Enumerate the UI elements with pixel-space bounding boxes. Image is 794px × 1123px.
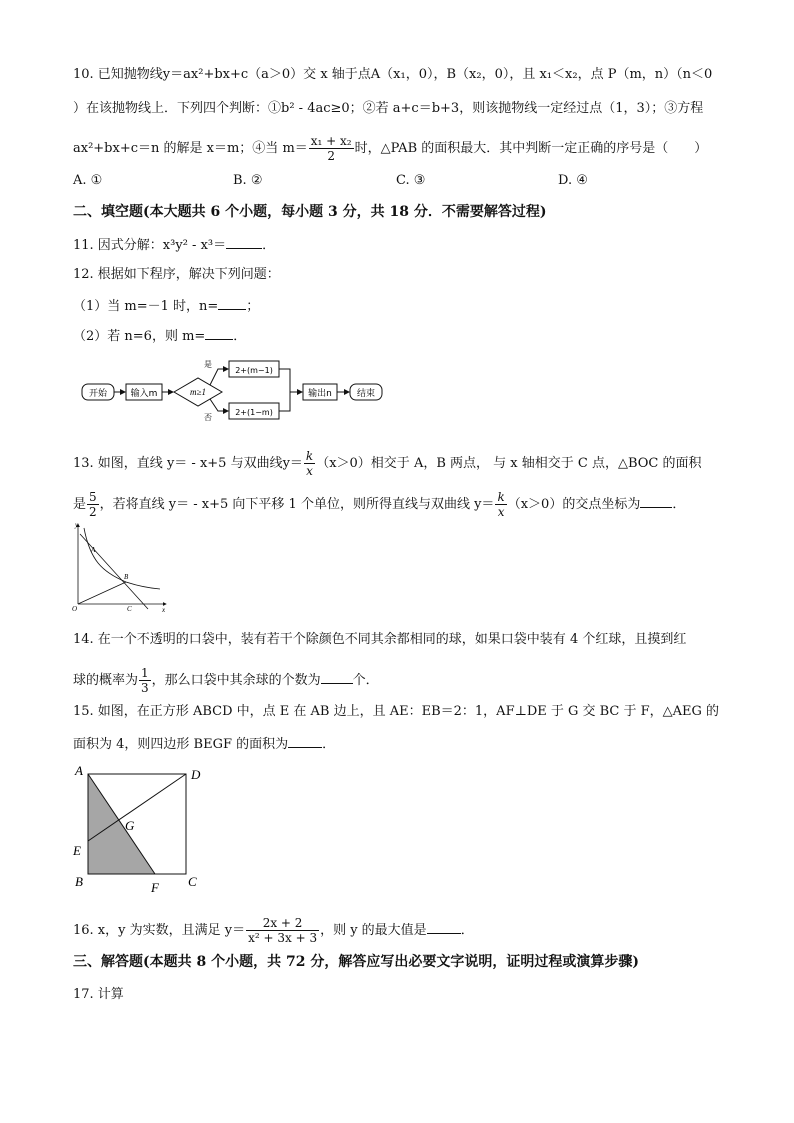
label-a: A [75,763,83,778]
flow-yes-label: 是 [204,360,212,369]
label-b: B [75,874,83,889]
flow-merge-line [279,369,290,411]
q13-graph [68,520,170,612]
q13-frac-2-num: 5 [89,490,97,504]
flow-end-label: 结束 [356,389,376,399]
q13-line-1-b: （x＞0）相交于 A，B 两点， 与 x 轴相交于 C 点，△BOC 的面积 [316,456,702,471]
q14-line-2-b: ，那么口袋中其余球的个数为 [151,673,321,688]
q16-text-a: 16. x，y 为实数，且满足 y＝ [73,923,246,938]
q10-line-3-a: ax²+bx+c＝n 的解是 x＝m；④当 m＝ [73,141,308,156]
q13-answer-blank [640,495,672,508]
q14-line-2-end: 个． [352,673,379,688]
flow-no-box-label: 2+(1−m) [235,408,273,417]
q16-fraction [246,916,319,945]
q14-line-2-a: 球的概率为 [73,673,139,688]
q16-end: ． [460,923,474,938]
q13-line-2-b: ，若将直线 y＝ - x+5 向下平移 1 个单位，则所得直线与双曲线 y＝ [99,497,495,512]
q13-line-1 [73,449,701,478]
q11-text: 11. 因式分解：x³y² - x³＝ [73,238,227,253]
graph-label-x: x [162,606,166,612]
q12-flowchart [78,356,388,422]
graph-label-b: B [124,573,129,581]
q11 [73,236,275,255]
flow-no-arrow [210,399,228,411]
q12-sub-1-blank [218,297,246,310]
q10-line-1: 10. 已知抛物线y＝ax²+bx+c（a＞0）交 x 轴于点A（x₁，0），B（x₂，0），且 x₁＜x₂，点 P（m，n）（n＜0 [73,67,713,82]
q13-line-2-a: 是 [73,497,87,512]
flow-yes-arrow [210,369,228,385]
flow-condition-label: m≥1 [190,387,206,397]
q12-sub-1-text: （1）当 m=－1 时，n= [73,299,219,314]
flow-start-label: 开始 [88,389,108,399]
q13-frac-1-den: x [306,464,313,478]
q10-frac-den: 2 [327,149,336,163]
q13-line-2-c: （x＞0）的交点坐标为 [507,497,641,512]
q15-square-figure [70,762,210,896]
q13-frac-2-den: 2 [89,505,97,519]
q16 [73,916,474,945]
q13-frac-1-num: k [305,449,314,463]
q11-answer-blank [226,236,262,249]
q17-text: 17. 计算 [73,987,124,1002]
graph-segment-ob [78,582,126,604]
q13-frac-2 [87,490,99,519]
flow-output-label: 输出n [308,389,332,399]
q15-line-2-text: 面积为 4，则四边形 BEGF 的面积为 [73,737,289,752]
q14-fraction [139,666,151,695]
q13-frac-3 [495,490,506,519]
label-c: C [188,874,197,889]
q16-answer-blank [427,921,461,934]
q13-frac-3-den: x [497,505,505,519]
graph-hyperbola [84,528,160,589]
q10-option-a: A. ① [73,173,103,188]
q15-line-2 [73,735,335,754]
q10-option-c: C. ③ [396,173,426,188]
q10-frac-num: x₁ + x₂ [310,134,352,148]
q14-line-1: 14. 在一个不透明的口袋中，装有若干个除颜色不同其余都相同的球，如果口袋中装有 4 个红球，且摸到红 [73,632,687,647]
q14-frac-num: 1 [141,666,149,680]
q16-frac-den: x² + 3x + 3 [248,931,318,945]
flow-no-label: 否 [204,413,212,422]
q13-frac-3-num: k [497,490,505,504]
section-2-title: 二、填空题(本大题共 6 个小题，每小题 3 分，共 18 分．不需要解答过程) [73,204,547,220]
q10-line-2: ）在该抛物线上．下列四个判断：①b² - 4ac≥0；②若 a+c＝b+3，则该抛物线一定经过点（1，3）；③方程 [73,101,704,116]
graph-label-a: A [91,546,96,554]
label-g: G [125,818,135,833]
q12-sub-2-end: ． [233,329,247,344]
q14-line-2 [73,666,379,695]
q10-option-d: D. ④ [558,173,588,188]
graph-label-c: C [127,605,132,612]
q16-frac-num: 2x + 2 [246,916,319,931]
q12-sub-1-end: ； [246,299,260,314]
q12-sub-2-text: （2）若 n=6，则 m= [73,329,206,344]
q10-fraction [309,134,354,163]
q12-sub-2-blank [205,327,233,340]
q15-line-2-end: ． [322,737,336,752]
q10-line-3 [73,134,707,163]
q11-end: ． [262,238,276,253]
q10-option-b: B. ② [233,173,263,188]
label-f: F [151,880,159,895]
graph-label-y: y [75,521,79,529]
label-d: D [191,767,201,782]
flow-input-label: 输入m [130,389,158,399]
q13-frac-1 [304,449,315,478]
q15-answer-blank [288,735,322,748]
q12-text: 12. 根据如下程序，解决下列问题： [73,267,280,282]
q16-text-b: ，则 y 的最大值是 [320,923,427,938]
q12-sub-1 [73,297,259,316]
q13-line-2 [73,490,685,519]
section-3-title: 三、解答题(本题共 8 个小题，共 72 分，解答应写出必要文字说明，证明过程或演算步骤) [73,954,639,970]
q10-line-3-b: 时，△PAB 的面积最大．其中判断一定正确的序号是（ ） [354,141,708,156]
q13-line-2-end: ． [672,497,686,512]
graph-label-o: O [72,605,78,612]
q15-line-1: 15. 如图，在正方形 ABCD 中，点 E 在 AB 边上，且 AE：EB＝2：1，AF⊥DE 于 G 交 BC 于 F，△AEG 的 [73,704,720,719]
flow-yes-box-label: 2+(m−1) [235,366,273,375]
q14-frac-den: 3 [141,681,149,695]
q13-line-1-a: 13. 如图，直线 y＝ - x+5 与双曲线y＝ [73,456,303,471]
q14-answer-blank [321,671,353,684]
label-e: E [73,843,81,858]
q12-sub-2 [73,327,246,346]
